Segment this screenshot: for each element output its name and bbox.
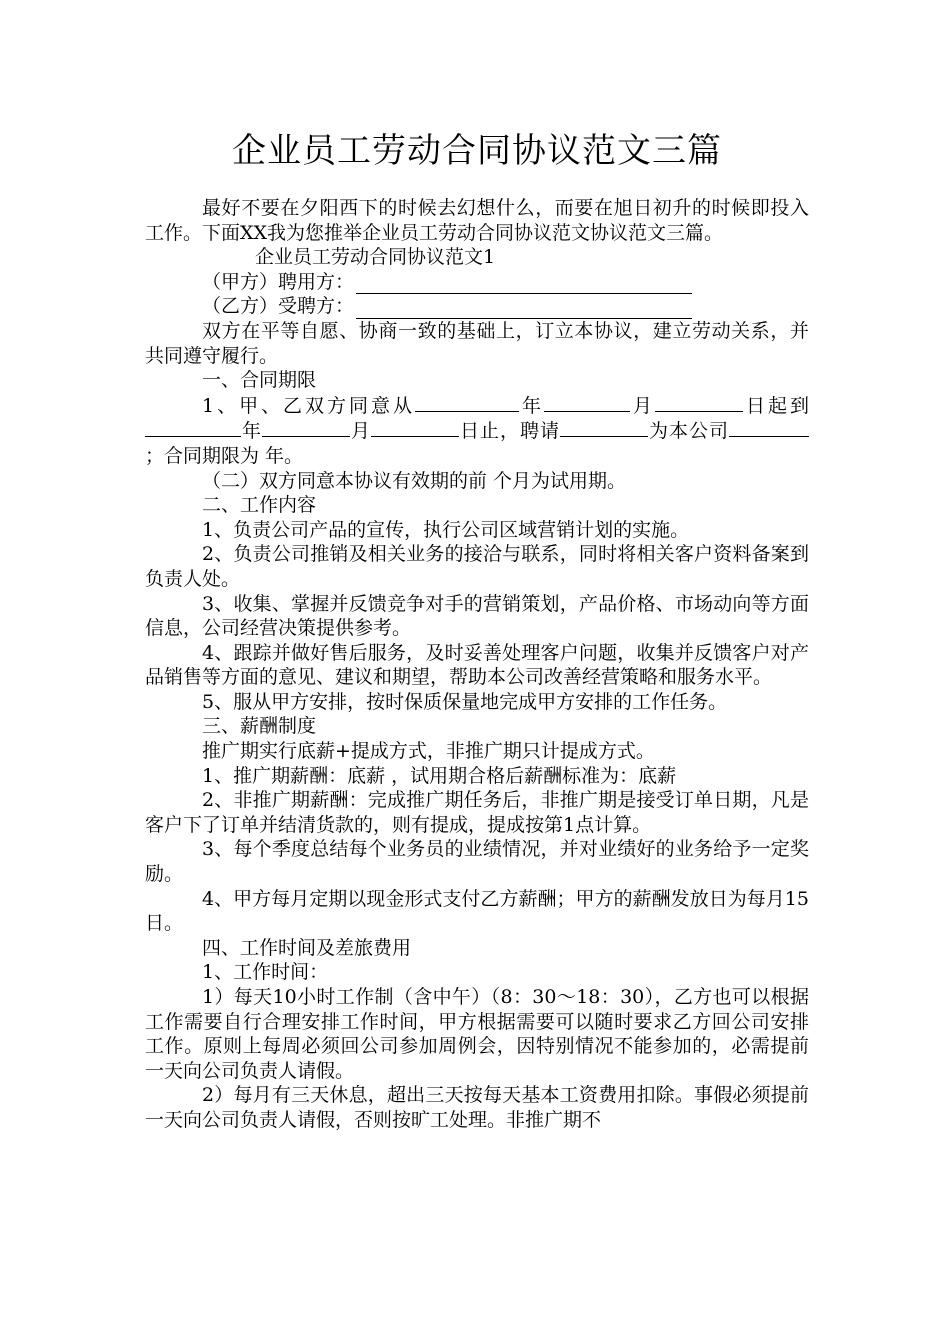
section-3-item-4: 4、甲方每月定期以现金形式支付乙方薪酬；甲方的薪酬发放日为每月15日。 <box>145 887 809 935</box>
section-3-heading: 三、薪酬制度 <box>202 715 317 738</box>
blank-end-month <box>262 418 350 437</box>
section-2-item-2: 2、负责公司推销及相关业务的接洽与联系，同时将相关客户资料备案到负责人处。 <box>145 543 809 590</box>
blank-start-year <box>415 393 519 412</box>
section-3-item-2: 2、非推广期薪酬：完成推广期任务后，非推广期是接受订单日期，凡是客户下了订单并结清货款的，则有提成，提成按第1点计算。 <box>145 789 809 836</box>
section-subtitle: 企业员工劳动合同协议范文1 <box>255 246 496 269</box>
section-2-item-5: 5、服从甲方安排，按时保质保量地完成甲方安排的工作任务。 <box>202 690 728 713</box>
section-1-heading: 一、合同期限 <box>202 369 317 392</box>
party-a-line <box>145 270 809 295</box>
section-3-item-3: 3、每个季度总结每个业务员的业绩情况，并对业绩好的业务给予一定奖励。 <box>145 838 809 886</box>
section-2-item-4: 4、跟踪并做好售后服务，及时妥善处理客户问题，收集并反馈客户对产品销售等方面的意见、建议和期望，帮助本公司改善经营策略和服务水平。 <box>145 641 809 689</box>
section-4-heading: 四、工作时间及差旅费用 <box>202 936 412 959</box>
blank-start-day <box>655 393 743 412</box>
section-2-heading: 二、工作内容 <box>202 494 317 517</box>
blank-end-day <box>371 418 459 437</box>
basis-paragraph: 双方在平等自愿、协商一致的基础上，订立本协议，建立劳动关系，并共同遵守履行。 <box>145 319 809 367</box>
blank-start-month <box>544 393 630 412</box>
document-page <box>145 128 809 1133</box>
party-b-label: （乙方）受聘方： <box>202 295 355 318</box>
section-3-intro: 推广期实行底薪+提成方式，非推广期只计提成方式。 <box>202 740 655 763</box>
blank-end-year <box>145 418 241 437</box>
document-title: 企业员工劳动合同协议范文三篇 <box>232 131 722 171</box>
party-b-line <box>145 294 809 319</box>
party-a-blank <box>356 273 692 294</box>
section-4-item-2: 2）每月有三天休息，超出三天按每天基本工资费用扣除。事假必须提前一天向公司负责人请假，否则按旷工处理。非推广期不 <box>145 1084 809 1131</box>
blank-role <box>729 418 809 437</box>
section-4-item-1: 1）每天10小时工作制（含中午）（8：30～18：30），乙方也可以根据工作需要自行合理安排工作时间，甲方根据需要可以随时要求乙方回公司安排工作。原则上每周必须回公司参加周例会，因特别情况不能参加的，必需提前一天向公司负责人请假。 <box>145 986 809 1082</box>
section-2-item-1: 1、负责公司产品的宣传，执行公司区域营销计划的实施。 <box>202 518 690 541</box>
blank-position <box>560 418 648 437</box>
section-3-item-1: 1、推广期薪酬：底薪 ，试用期合格后薪酬标准为：底薪 <box>202 764 677 787</box>
party-a-label: （甲方）聘用方： <box>202 270 355 293</box>
party-b-blank <box>356 298 692 319</box>
section-1-item-2: （二）双方同意本协议有效期的前 个月为试用期。 <box>202 469 627 492</box>
section-2-item-3: 3、收集、掌握并反馈竞争对手的营销策划，产品价格、市场动向等方面信息，公司经营决策提供参考。 <box>145 592 809 640</box>
intro-paragraph: 最好不要在夕阳西下的时候去幻想什么，而要在旭日初升的时候即投入工作。下面XX我为您推举企业员工劳动合同协议范文协议范文三篇。 <box>145 197 809 244</box>
section-1-item-1: 1、甲、乙双方同意从 年 月 日起到年 月 日止，聘请 为本公司；合同期限为 年。 <box>145 394 809 467</box>
section-4-sub-1: 1、工作时间： <box>202 961 329 984</box>
